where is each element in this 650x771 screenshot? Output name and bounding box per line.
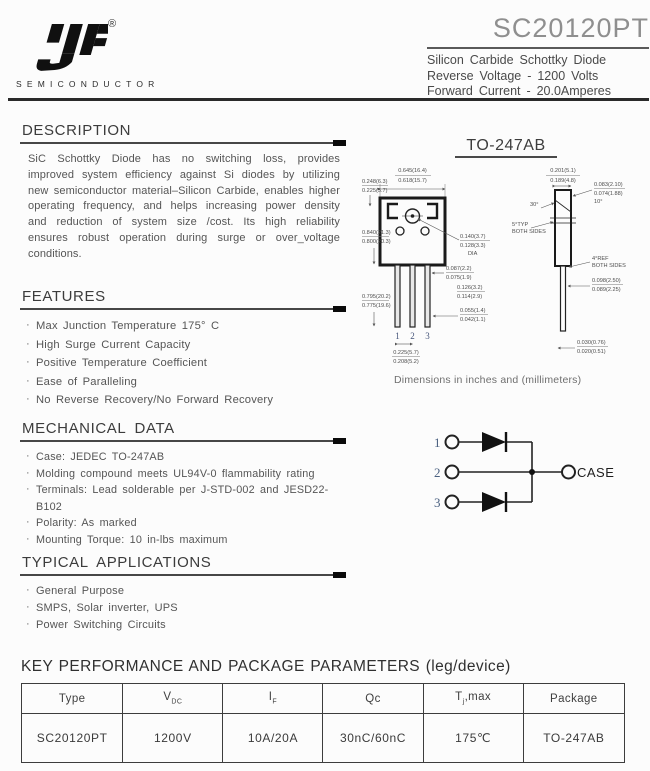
lead-1	[395, 265, 400, 327]
dim-lead-thk-in: 0.030(0.76)	[577, 340, 606, 346]
brand-logo-block	[16, 18, 176, 89]
dim-tab-depth-in: 0.083(2.10)	[594, 182, 623, 188]
dim-thickness-mm: 0.189(4.8)	[550, 178, 576, 184]
feature-item: · Ease of Paralleling	[24, 373, 346, 392]
case-label: CASE	[577, 465, 615, 480]
header-divider	[8, 98, 649, 101]
col-header-tjmax: $T_j,\max$	[423, 684, 523, 714]
section-rule	[20, 574, 346, 576]
table-row	[22, 714, 625, 763]
col-header-if: $I_F$	[223, 684, 323, 714]
diode-2-icon	[482, 492, 506, 512]
cell-package: TO-247AB	[523, 714, 624, 763]
angle-10-label: 10°	[594, 199, 603, 205]
side-lead	[561, 266, 566, 331]
dim-body-height-mm: 0.800(20.3)	[362, 239, 391, 245]
schematic-pin-1-label: 1	[434, 435, 441, 450]
dim-lead-gap-in: 0.126(3.2)	[457, 285, 483, 291]
logo-subtitle: SEMICONDUCTOR	[16, 79, 160, 89]
description-heading: DESCRIPTION	[22, 122, 132, 139]
mechanical-data-heading: MECHANICAL DATA	[22, 420, 175, 437]
dim-thickness-in: 0.201(5.1)	[550, 168, 576, 174]
dim-lead-tip-in: 0.055(1.4)	[460, 308, 486, 314]
tagline-reverse-voltage: Reverse Voltage - 1200 Volts	[427, 68, 599, 83]
dim-hole-dia-mm: 0.128(3.3)	[460, 243, 486, 249]
pin-number-2: 2	[410, 331, 415, 341]
package-name-label: TO-247AB	[455, 137, 557, 158]
mechanical-item: · Polarity: As marked	[24, 515, 346, 532]
angle-5-note: BOTH SIDES	[512, 229, 546, 235]
dim-tab-offset-mm: 0.225(5.7)	[362, 188, 388, 194]
tagline-forward-current: Forward Current - 20.0Amperes	[427, 84, 611, 98]
feature-item: · High Surge Current Capacity	[24, 336, 346, 355]
dim-lead-tip-mm: 0.042(1.1)	[460, 317, 486, 323]
dim-lead-length-in: 0.795(20.2)	[362, 294, 391, 300]
pin-1-terminal	[446, 436, 459, 449]
mechanical-data-section	[20, 420, 346, 548]
dim-lead-width-mm: 0.075(1.9)	[446, 275, 472, 281]
dim-lead-thk-mm: 0.020(0.51)	[577, 349, 606, 355]
section-rule	[20, 440, 346, 442]
dim-lead-length-mm: 0.775(19.6)	[362, 303, 391, 309]
dim-lead-width-in: 0.087(2.2)	[446, 266, 472, 272]
dim-hole-dia-label: DIA	[468, 251, 478, 257]
case-terminal	[562, 466, 575, 479]
feature-item: · No Reverse Recovery/No Forward Recovery	[24, 391, 346, 410]
feature-item: · Max Junction Temperature 175° C	[24, 317, 346, 336]
dim-lead-pitch-in: 0.225(5.7)	[393, 350, 419, 356]
col-header-vdc: $V_{DC}$	[123, 684, 223, 714]
schematic-pin-2-label: 2	[434, 465, 441, 480]
pin-3-terminal	[446, 496, 459, 509]
pin-2-terminal	[446, 466, 459, 479]
jf-semiconductor-logo-icon	[16, 18, 108, 76]
dim-lead-pitch-mm: 0.208(5.2)	[393, 359, 419, 365]
table-header-row	[22, 684, 625, 714]
tagline-device: Silicon Carbide Schottky Diode	[427, 53, 607, 67]
section-rule	[20, 142, 346, 144]
pin-number-3: 3	[425, 331, 430, 341]
part-number-title: SC20120PT	[427, 13, 649, 49]
features-section	[20, 288, 346, 410]
header-right-block	[427, 13, 649, 100]
schematic-pin-3-label: 3	[434, 495, 441, 510]
dim-body-height-in: 0.840(21.3)	[362, 230, 391, 236]
key-parameters-table	[21, 683, 625, 763]
col-header-qc: Qc	[323, 684, 423, 714]
angle-30-label: 30°	[530, 202, 539, 208]
dim-hole-dia-in: 0.140(3.7)	[460, 234, 486, 240]
mechanical-item: · Terminals: Lead solderable per J-STD-002 and JESD22-B102	[24, 482, 346, 515]
cell-if: 10A/20A	[223, 714, 323, 763]
feature-item: · Positive Temperature Coefficient	[24, 354, 346, 373]
dim-tab-depth-mm: 0.074(1.88)	[594, 191, 623, 197]
registered-trademark-icon: ®	[108, 18, 117, 30]
parameters-table-title: KEY PERFORMANCE AND PACKAGE PARAMETERS (leg/device)	[21, 658, 511, 675]
junction-dot	[529, 469, 535, 475]
diode-1-icon	[482, 432, 506, 452]
col-header-package: Package	[523, 684, 624, 714]
pin-number-1: 1	[395, 331, 400, 341]
application-item: · SMPS, Solar inverter, UPS	[24, 600, 346, 617]
features-heading: FEATURES	[22, 288, 106, 305]
lead-3	[425, 265, 430, 327]
angle-5-label: 5°TYP	[512, 222, 529, 228]
mechanical-item: · Mounting Torque: 10 in-lbs maximum	[24, 532, 346, 549]
lead-2	[410, 265, 415, 327]
application-item: · General Purpose	[24, 583, 346, 600]
package-front-view	[362, 168, 490, 365]
applications-heading: TYPICAL APPLICATIONS	[22, 554, 212, 571]
mechanical-item: · Molding compound meets UL94V-0 flammability rating	[24, 466, 346, 483]
applications-section	[20, 554, 346, 634]
section-rule	[20, 308, 346, 310]
drawing-caption: Dimensions in inches and (millimeters)	[394, 374, 582, 386]
col-header-type: Type	[22, 684, 123, 714]
dim-top-width-in: 0.645(16.4)	[398, 168, 427, 174]
dim-step-in: 0.098(2.50)	[592, 278, 621, 284]
package-outline-drawing	[362, 156, 649, 370]
dim-tab-offset-in: 0.248(6.3)	[362, 179, 388, 185]
angle-4-note: BOTH SIDES	[592, 263, 626, 269]
cell-vdc: 1200V	[123, 714, 223, 763]
dim-lead-gap-mm: 0.114(2.9)	[457, 294, 483, 300]
package-side-view	[512, 168, 626, 355]
dim-step-mm: 0.089(2.25)	[592, 287, 621, 293]
cell-qc: 30nC/60nC	[323, 714, 423, 763]
application-item: · Power Switching Circuits	[24, 617, 346, 634]
description-section	[20, 122, 346, 263]
description-body: SiC Schottky Diode has no switching loss, provides improved system efficiency against Si diodes by utilizing new semiconductor material–Silicon Carbide, enables higher operating frequency, and helps increasing power density and reduction of system size /cost. Its high reliability ensures robust operation during surge or over_voltage conditions.	[28, 153, 340, 260]
mechanical-item: · Case: JEDEC TO-247AB	[24, 449, 346, 466]
cell-tjmax: 175℃	[423, 714, 523, 763]
angle-4-label: 4°REF	[592, 256, 609, 262]
internal-circuit-schematic	[420, 424, 620, 534]
dim-top-width-mm: 0.618(15.7)	[398, 178, 427, 184]
cell-type: SC20120PT	[22, 714, 123, 763]
